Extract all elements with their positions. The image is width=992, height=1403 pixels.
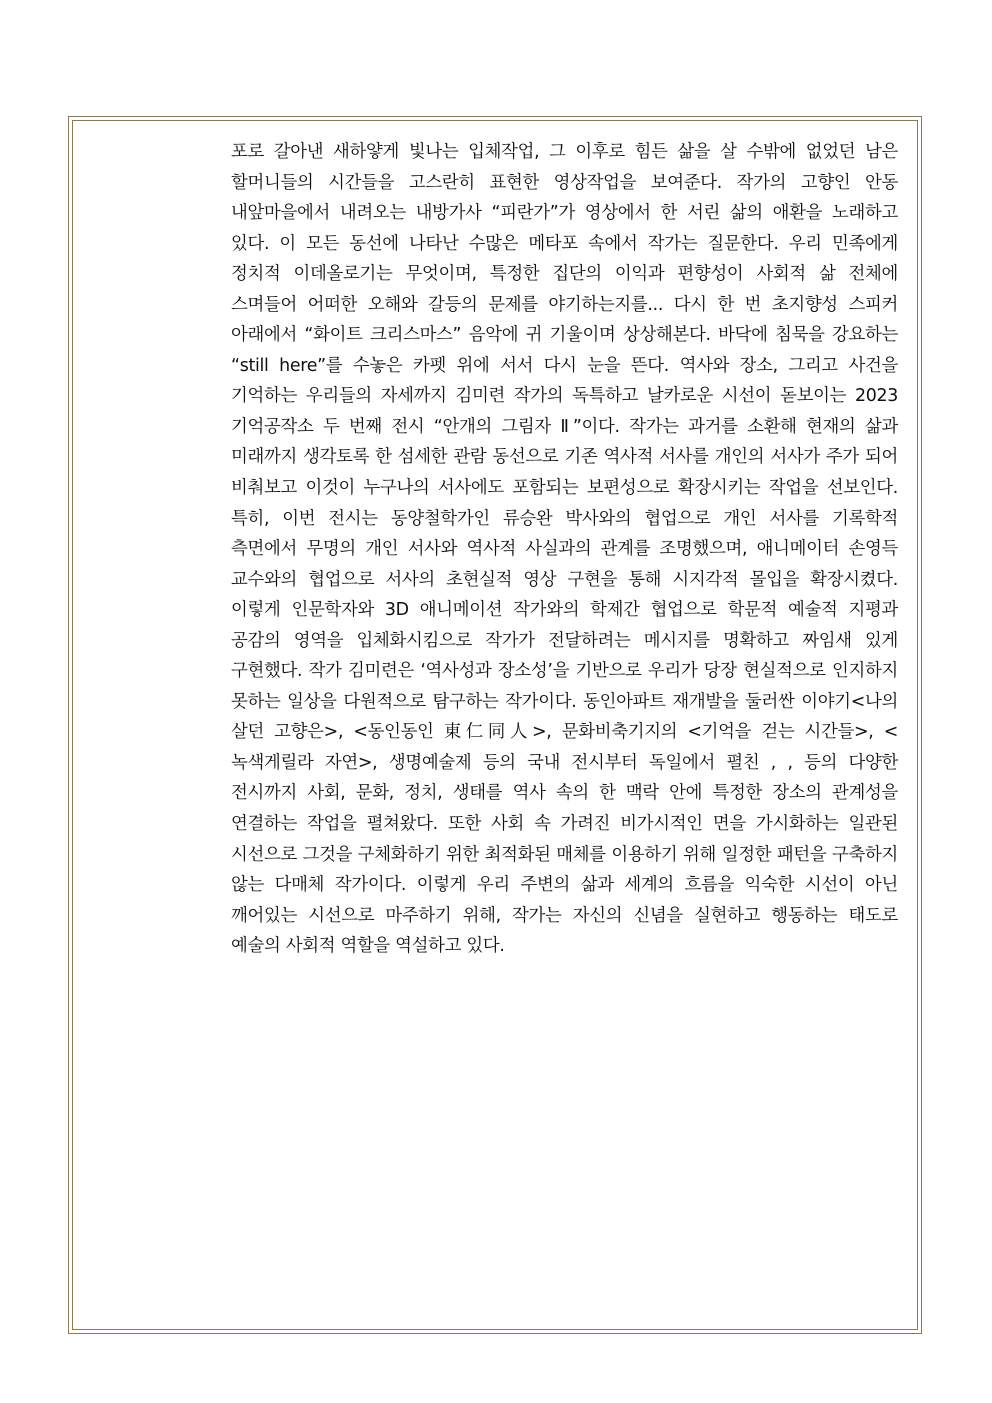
body-paragraph: 포로 갈아낸 새하얗게 빛나는 입체작업, 그 이후로 힘든 삶을 살 수밖에 없었던 남은 할머니들의 시간들을 고스란히 표현한 영상작업을 보여준다. 작가의 고향인 안동 내앞마을에서 내려오는 내방가사 “피란가”가 영상에서 한 서린 삶의 애환을 노래하고 있다. 이 모든 동선에 나타난 수많은 메타포 속에서 작가는 질문한다. 우리 민족에게 정치적 이데올로기는 무엇이며, 특정한 집단의 이익과 편향성이 사회적 삶 전체에 스며들어 어떠한 오해와 갈등의 문제를 야기하는지를... 다시 한 번 초지향성 스피커 아래에서 “화이트 크리스마스” 음악에 귀 기울이며 상상해본다. 바닥에 침묵을 강요하는 “still here”를 수놓은 카펫 위에 서서 다시 눈을 뜬다. 역사와 장소, 그리고 사건을 기억하는 우리들의 자세까지 김미련 작가의 독특하고 날카로운 시선이 돋보이는 2023 기억공작소 두 번째 전시 “안개의 그림자 Ⅱ”이다. 작가는 과거를 소환해 현재의 삶과 미래까지 생각토록 한 섬세한 관람 동선으로 기존 역사적 서사를 개인의 서사가 주가 되어 비춰보고 이것이 누구나의 서사에도 포함되는 보편성으로 확장시키는 작업을 선보인다. 특히, 이번 전시는 동양철학가인 류승완 박사와의 협업으로 개인 서사를 기록학적 측면에서 무명의 개인 서사와 역사적 사실과의 관계를 조명했으며, 애니메이터 손영득 교수와의 협업으로 서사의 초현실적 영상 구현을 통해 시지각적 몰입을 확장시켰다. 이렇게 인문학자와 3D 애니메이션 작가와의 학제간 협업으로 학문적 예술적 지평과 공감의 영역을 입체화시킴으로 작가가 전달하려는 메시지를 명확하고 짜임새 있게 구현했다. 작가 김미련은 ‘역사성과 장소성’을 기반으로 우리가 당장 현실적으로 인지하지 못하는 일상을 다원적으로 탐구하는 작가이다. 동인아파트 재개발을 둘러싼 이야기<나의 살던 고향은>, <동인동인 東仁同人>, 문화비축기지의 <기억을 걷는 시간들>, <녹색게릴라 자연>, 생명예술제 등의 국내 전시부터 독일에서 펼친 , , 등의 다양한 전시까지 사회, 문화, 정치, 생태를 역사 속의 한 맥락 안에 특정한 장소의 관계성을 연결하는 작업을 펼쳐왔다. 또한 사회 속 가려진 비가시적인 면을 가시화하는 일관된 시선으로 그것을 구체화하기 위한 최적화된 매체를 이용하기 위해 일정한 패턴을 구축하지 않는 다매체 작가이다. 이렇게 우리 주변의 삶과 세계의 흐름을 익숙한 시선이 아닌 깨어있는 시선으로 마주하기 위해, 작가는 자신의 신념을 실현하고 행동하는 태도로 예술의 사회적 역할을 역설하고 있다. xyxy=(231,142,898,957)
